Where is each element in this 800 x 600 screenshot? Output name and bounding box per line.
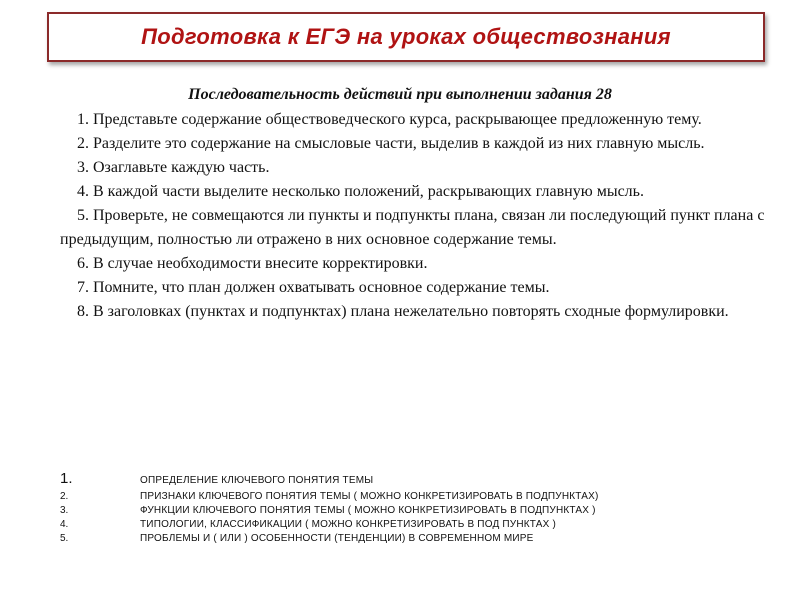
topic-item bbox=[60, 504, 740, 518]
step-item: 3. Озаглавьте каждую часть. bbox=[77, 159, 270, 176]
topic-text: ОПРЕДЕЛЕНИЕ КЛЮЧЕВОГО ПОНЯТИЯ ТЕМЫ bbox=[140, 475, 374, 486]
topic-number: 3. bbox=[60, 505, 69, 516]
topic-text: ПРОБЛЕМЫ И ( ИЛИ ) ОСОБЕННОСТИ (ТЕНДЕНЦИИ) В СОВРЕМЕННОМ МИРЕ bbox=[140, 533, 534, 544]
topic-text: ФУНКЦИИ КЛЮЧЕВОГО ПОНЯТИЯ ТЕМЫ ( МОЖНО КОНКРЕТИЗИРОВАТЬ В ПОДПУНКТАХ ) bbox=[140, 505, 596, 516]
topic-item bbox=[60, 518, 740, 532]
topic-item bbox=[60, 532, 740, 546]
topic-number: 1. bbox=[60, 470, 73, 487]
title-box bbox=[47, 12, 765, 62]
topic-item bbox=[60, 470, 740, 487]
topic-text: ПРИЗНАКИ КЛЮЧЕВОГО ПОНЯТИЯ ТЕМЫ ( МОЖНО КОНКРЕТИЗИРОВАТЬ В ПОДПУНКТАХ) bbox=[140, 491, 599, 502]
step-item: 2. Разделите это содержание на смысловые части, выделив в каждой из них главную мысль. bbox=[77, 135, 705, 152]
step-item: 1. Представьте содержание обществоведческого курса, раскрывающее предложенную тему. bbox=[77, 111, 702, 128]
topic-number: 5. bbox=[60, 533, 69, 544]
topic-number: 4. bbox=[60, 519, 69, 530]
topic-text: ТИПОЛОГИИ, КЛАССИФИКАЦИИ ( МОЖНО КОНКРЕТИЗИРОВАТЬ В ПОД ПУНКТАХ ) bbox=[140, 519, 557, 530]
step-item: 7. Помните, что план должен охватывать основное содержание темы. bbox=[77, 279, 550, 296]
step-item: 5. Проверьте, не совмещаются ли пункты и подпункты плана, связан ли последующий пункт плана с предыдущим, полностью ли отражено в них основное содержание темы. bbox=[60, 207, 765, 248]
topic-item bbox=[60, 490, 740, 504]
topic-number: 2. bbox=[60, 491, 69, 502]
subtitle: Последовательность действий при выполнении задания 28 bbox=[188, 86, 612, 103]
steps-list bbox=[60, 108, 766, 324]
step-item: 4. В каждой части выделите несколько положений, раскрывающих главную мысль. bbox=[77, 183, 644, 200]
step-item: 8. В заголовках (пунктах и подпунктах) плана нежелательно повторять сходные формулировки. bbox=[77, 303, 729, 320]
topics-list bbox=[60, 470, 740, 546]
step-item: 6. В случае необходимости внесите корректировки. bbox=[77, 255, 428, 272]
page-title: Подготовка к ЕГЭ на уроках обществознания bbox=[141, 24, 671, 49]
